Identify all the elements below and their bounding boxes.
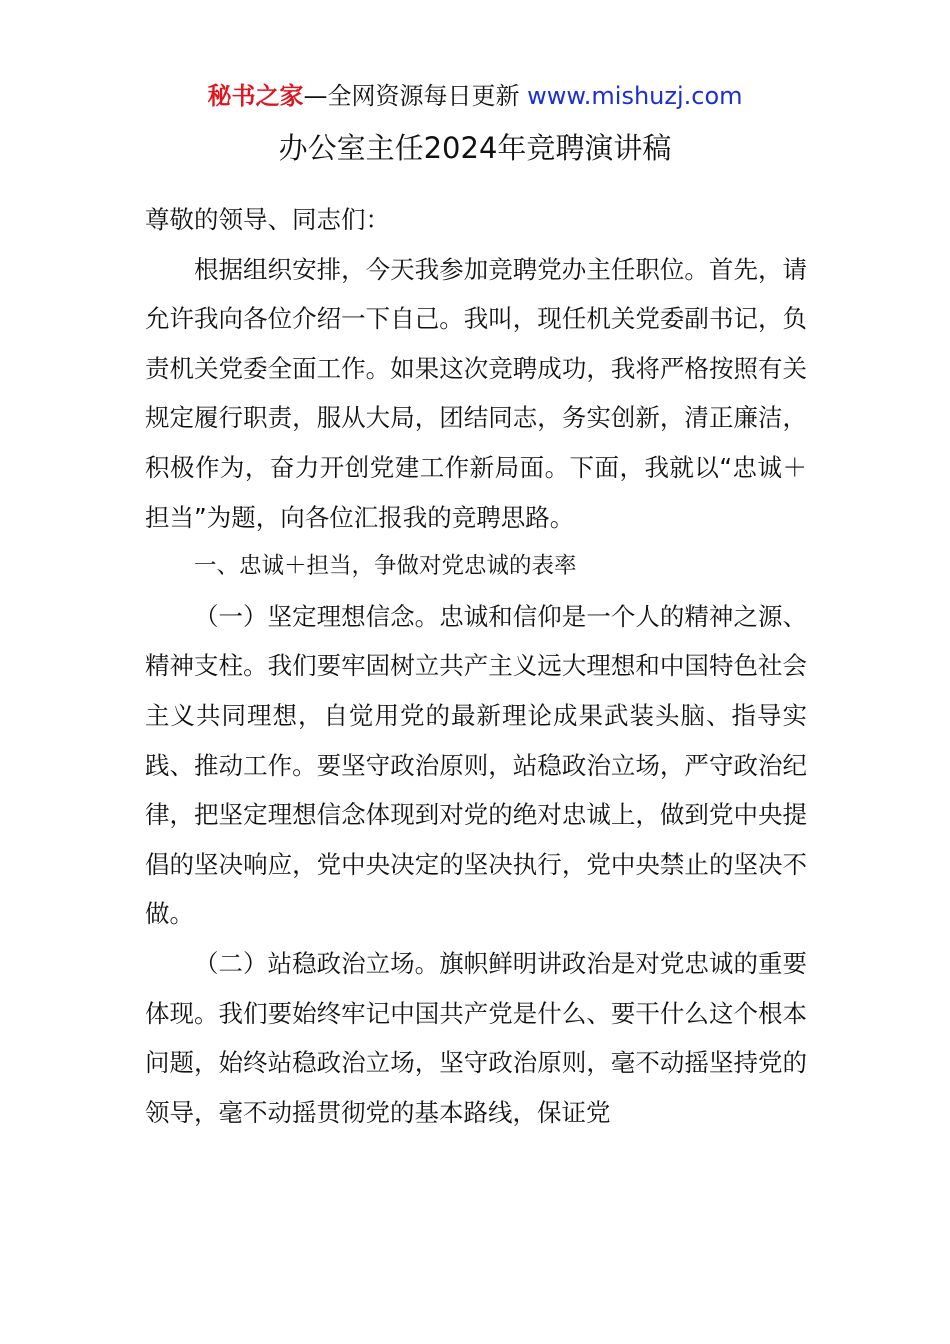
document-title: 办公室主任2024年竞聘演讲稿	[278, 131, 672, 165]
paragraph-intro: 根据组织安排，今天我参加竞聘党办主任职位。首先，请允许我向各位介绍一下自己。我叫，现任机关党委副书记，负责机关党委全面工作。如果这次竞聘成功，我将严格按照有关规定履行职责，服从大局，团结同志，务实创新，清正廉洁，积极作为，奋力开创党建工作新局面。下面，我就以“忠诚＋担当”为题，向各位汇报我的竞聘思路。	[145, 254, 807, 532]
salutation: 尊敬的领导、同志们：	[145, 205, 390, 234]
paragraph-section-1-1: （一）坚定理想信念。忠诚和信仰是一个人的精神之源、精神支柱。我们要牢固树立共产主义远大理想和中国特色社会主义共同理想，自觉用党的最新理论成果武装头脑、指导实践、推动工作。要坚守政治原则，站稳政治立场，严守政治纪律，把坚定理想信念体现到对党的绝对忠诚上，做到党中央提倡的坚决响应，党中央决定的坚决执行，党中央禁止的坚决不做。	[145, 601, 807, 929]
site-header	[0, 80, 950, 112]
site-url-link[interactable]: www.mishuzj.com	[527, 82, 743, 110]
section-heading-one: 一、忠诚＋担当，争做对党忠诚的表率	[194, 553, 577, 580]
paragraph-section-1-2: （二）站稳政治立场。旗帜鲜明讲政治是对党忠诚的重要体现。我们要始终牢记中国共产党是什么、要干什么这个根本问题，始终站稳政治立场，坚守政治原则，毫不动摇坚持党的领导，毫不动摇贯彻党的基本路线，保证党	[145, 948, 807, 1127]
brand-name[interactable]: 秘书之家	[207, 82, 304, 110]
document-body	[145, 195, 807, 1137]
header-tagline: —全网资源每日更新	[303, 82, 520, 110]
